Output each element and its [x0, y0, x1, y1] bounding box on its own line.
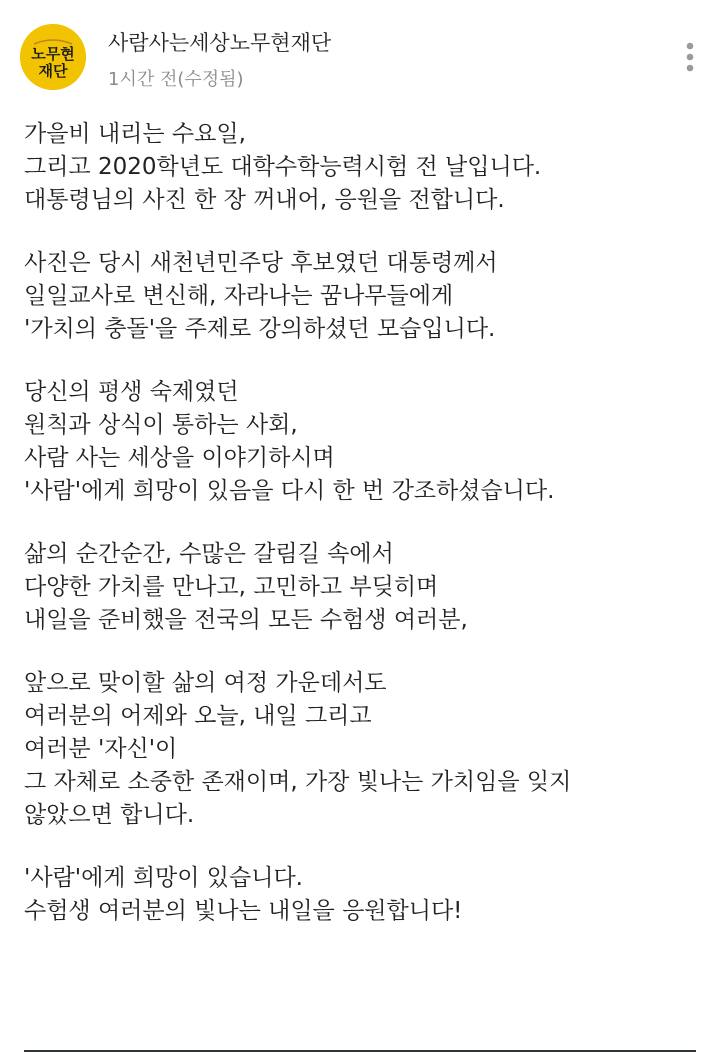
post-line: 당신의 평생 숙제였던	[24, 379, 239, 405]
post-line: 않았으면 합니다.	[24, 802, 195, 828]
post-line: 여러분 '자신'이	[24, 736, 178, 762]
post-paragraph	[24, 118, 704, 217]
post-line: 내일을 준비했을 전국의 모든 수험생 여러분,	[24, 607, 468, 633]
post-line: 일일교사로 변신해, 자라나는 꿈나무들에게	[24, 283, 454, 309]
post-line: 수험생 여러분의 빛나는 내일을 응원합니다!	[24, 898, 463, 924]
author-name[interactable]: 사람사는세상노무현재단	[108, 31, 332, 55]
avatar-logo-text-2: 재단	[38, 62, 68, 80]
post-line: 사람 사는 세상을 이야기하시며	[24, 445, 335, 471]
post-line: 삶의 순간순간, 수많은 갈림길 속에서	[24, 541, 394, 567]
more-options-button[interactable]	[676, 38, 704, 78]
post-body	[24, 118, 704, 958]
post-line: 그 자체로 소중한 존재이며, 가장 빛나는 가치임을 잊지	[24, 769, 572, 795]
post-line: 원칙과 상식이 통하는 사회,	[24, 412, 298, 438]
post-paragraph	[24, 862, 704, 928]
post-timestamp: 1시간 전(수정됨)	[108, 69, 244, 90]
post-line: '사람'에게 희망이 있습니다.	[24, 865, 303, 891]
post-header	[0, 0, 720, 110]
post-paragraph	[24, 247, 704, 346]
vertical-ellipsis-icon	[676, 38, 704, 78]
post-divider	[24, 1050, 696, 1052]
post-paragraph	[24, 667, 704, 832]
author-avatar[interactable]	[20, 24, 86, 90]
post-line: 사진은 당시 새천년민주당 후보였던 대통령께서	[24, 250, 498, 276]
post-line: 그리고 2020학년도 대학수학능력시험 전 날입니다.	[24, 154, 542, 180]
post-line: 다양한 가치를 만나고, 고민하고 부딪히며	[24, 574, 439, 600]
post-line: 여러분의 어제와 오늘, 내일 그리고	[24, 703, 372, 729]
post-line: '가치의 충돌'을 주제로 강의하셨던 모습입니다.	[24, 316, 496, 342]
post-paragraph	[24, 376, 704, 508]
post-line: 가을비 내리는 수요일,	[24, 121, 246, 147]
post-line: '사람'에게 희망이 있음을 다시 한 번 강조하셨습니다.	[24, 478, 555, 504]
foundation-logo-icon	[20, 24, 86, 90]
post-paragraph	[24, 538, 704, 637]
avatar-logo-text-1: 노무현	[31, 45, 75, 63]
post-line: 앞으로 맞이할 삶의 여정 가운데서도	[24, 670, 387, 696]
post-line: 대통령님의 사진 한 장 꺼내어, 응원을 전합니다.	[24, 187, 505, 213]
